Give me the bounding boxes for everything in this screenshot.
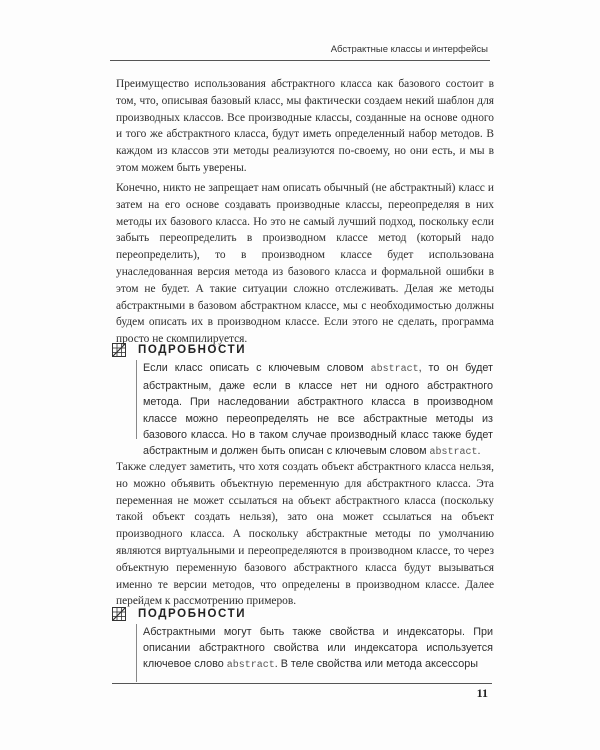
note-1-body [136, 360, 493, 459]
running-header: Абстрактные классы и интерфейсы [330, 44, 488, 55]
keyword-abstract: abstract [429, 447, 478, 459]
note-2-text-a: Абстрактными могут быть также свойства и индексаторы. При описании абстрактного свойства или индексатора используется ключевое слово [143, 626, 493, 671]
note-2-body [136, 624, 493, 682]
note-1-title: ПОДРОБНОСТИ [138, 344, 247, 356]
paragraph-3: Также следует заметить, что хотя создать объект абстрактного класса нельзя, но можно объявить объектную переменную для абстрактного класса. Эта переменная не может ссылаться на объект абстрактного класса (поскольку такой объект создать нельзя), зато она может ссылаться на объект производного класса. А поскольку абстрактные методы по умолчанию являются виртуальными и переопределяются в производном классе, то через объектную переменную базового абстрактного класса будут вызываться именно те версии методов, что определены в производном классе. Далее перейдем к рассмотрению примеров. [116, 461, 494, 608]
footer-rule [112, 683, 492, 684]
note-2-header [112, 606, 246, 622]
paragraph-1: Преимущество использования абстрактного класса как базового состоит в том, что, описывая базовый класс, мы фактически создаем некий шаблон для производных классов. Все производные классы, созданные на основе одного и того же абстрактного класса, будут иметь определенный набор методов. В каждом из классов эти методы реализуются по-своему, но они есть, и мы в этом можем быть уверены. [116, 78, 494, 174]
note-2-text [143, 624, 493, 675]
note-1-header [112, 342, 246, 358]
note-2-title: ПОДРОБНОСТИ [138, 608, 247, 620]
keyword-abstract: abstract [226, 660, 275, 672]
note-1-text-a: Если класс описать с ключевым словом [143, 362, 371, 374]
note-2-text-b: . В теле свойства или метода аксессоры [274, 658, 478, 671]
note-1-text-b: , то он будет абстрактным, даже если в классе нет ни одного абстрактного метода. При наследовании абстрактного класса в производном классе можно переопределять не все абстрактные методы из базового класса. Но в таком случае производный класс также будет абстрактным и должен быть описан с ключевым словом [143, 362, 493, 458]
note-1-text-c: . [477, 445, 481, 458]
paragraph-2: Конечно, никто не запрещает нам описать обычный (не абстрактный) класс и затем на его основе создавать производные классы, переопределяя в них методы их базового класса. Но это не самый лучший подход, поскольку если забыть переопределить в производном классе метод (который надо переопределить), то в производном классе будет использована унаследованная версия метода из базового класса и формальной ошибки в этом не будет. А такие ситуации сложно отслеживать. Делая же методы абстрактными в базовом абстрактном классе, мы с необходимостью должны будем описать их в производном классе. Если этого не сделать, программа просто не скомпилируется. [116, 182, 494, 346]
keyword-abstract: abstract [370, 364, 419, 375]
note-grid-icon [112, 343, 126, 357]
note-grid-icon [112, 607, 126, 621]
page-number: 11 [476, 686, 488, 700]
header-rule [110, 60, 490, 61]
note-1-text [143, 360, 493, 461]
